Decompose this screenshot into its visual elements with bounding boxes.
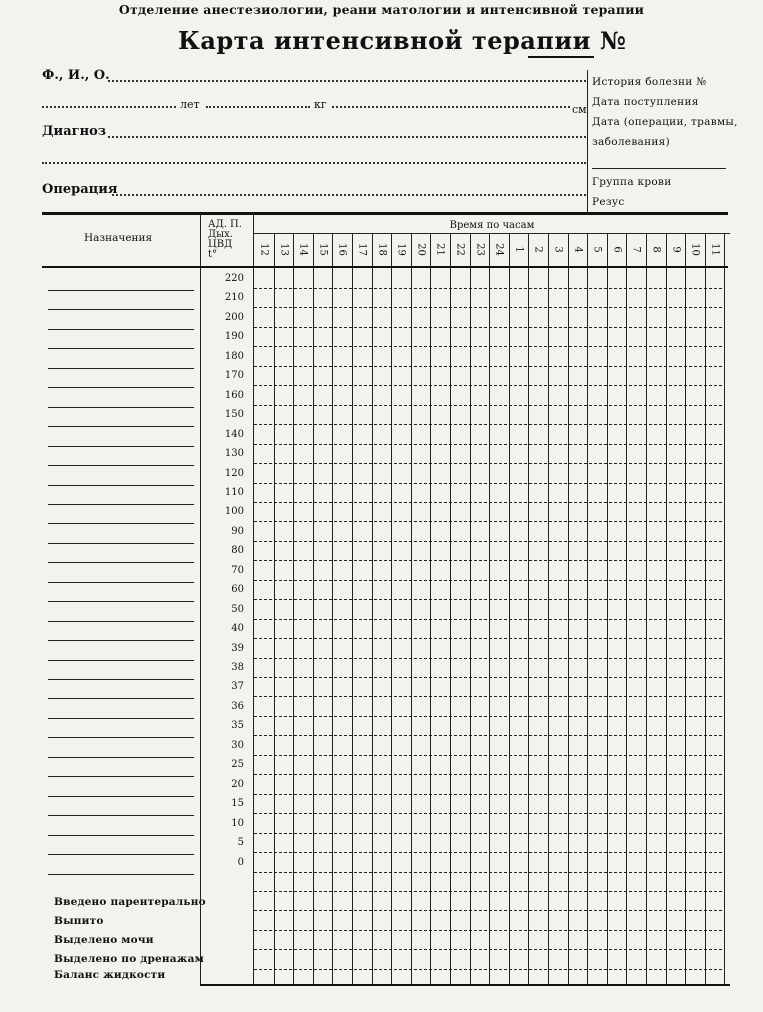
page-title: Карта интенсивной терапии № [178, 26, 627, 55]
hour-label: 13 [278, 243, 290, 256]
scale-value: 37 [231, 681, 244, 693]
grid-row-line[interactable] [254, 658, 722, 659]
scale-value: 15 [231, 798, 244, 810]
scale-value: 220 [224, 273, 244, 284]
prescription-line[interactable] [48, 815, 194, 816]
grid-row-line[interactable] [254, 794, 722, 795]
param-column-border [200, 214, 201, 984]
table-top-rule [42, 212, 728, 215]
table-header-rule [42, 266, 728, 268]
hour-label: 2 [532, 246, 544, 253]
hour-label: 12 [258, 243, 270, 256]
footer-urine: Выделено мочи [54, 934, 154, 946]
time-header: Время по часам [449, 220, 535, 231]
prescription-line[interactable] [48, 874, 194, 875]
hour-label: 3 [552, 246, 564, 253]
prescription-line[interactable] [48, 776, 194, 777]
grid-row-line[interactable] [254, 619, 722, 620]
prescription-line[interactable] [48, 582, 194, 583]
prescription-line[interactable] [48, 368, 194, 369]
scale-value: 36 [231, 700, 244, 712]
hour-label: 21 [434, 243, 446, 256]
hour-label: 15 [317, 243, 329, 256]
scale-value: 0 [237, 856, 244, 868]
hour-label: 5 [591, 246, 603, 253]
chart-number-line[interactable] [528, 56, 594, 58]
prescription-line[interactable] [48, 426, 194, 427]
hour-label: 24 [493, 243, 505, 256]
param-header-bp: АД. П. [208, 219, 242, 230]
hour-label: 11 [709, 243, 721, 256]
fio-label: Ф., И., О. [42, 68, 110, 83]
operation-label: Операция [42, 182, 118, 197]
hour-label: 22 [454, 243, 466, 256]
grid-row-line[interactable] [254, 385, 722, 386]
history-label: История болезни № [592, 76, 707, 88]
hour-column-line [724, 234, 725, 984]
grid-row-line[interactable] [254, 599, 722, 600]
weight-unit: кг [314, 98, 327, 111]
scale-value: 110 [224, 486, 244, 498]
prescription-line[interactable] [48, 329, 194, 330]
prescription-line[interactable] [48, 309, 194, 310]
scale-value: 39 [231, 642, 244, 654]
scale-value: 180 [224, 350, 244, 362]
blood-group-label: Группа крови [592, 176, 672, 188]
grid-row-line[interactable] [254, 813, 722, 814]
footer-drunk: Выпито [54, 915, 104, 927]
scale-value: 80 [231, 545, 244, 557]
grid-row-line[interactable] [254, 346, 722, 347]
grid-row-line[interactable] [254, 366, 722, 367]
hour-label: 19 [395, 243, 407, 256]
prescription-line[interactable] [48, 290, 194, 291]
scale-value: 100 [224, 506, 244, 518]
table-bottom-rule [200, 984, 730, 986]
grid-row-line[interactable] [254, 463, 722, 464]
scale-value: 40 [231, 623, 244, 635]
prescription-line[interactable] [48, 465, 194, 466]
diagnosis-field-2[interactable] [42, 162, 586, 164]
scale-value: 70 [231, 564, 244, 576]
department-header: Отделение анестезиологии, реани матологии и интенсивной терапии [118, 2, 645, 17]
event-date-label-2: заболевания) [592, 136, 671, 148]
grid-row-line[interactable] [254, 502, 722, 503]
scale-value: 90 [231, 525, 244, 537]
param-header-temp: t° [208, 249, 218, 260]
age-field[interactable] [42, 106, 176, 108]
prescription-line[interactable] [48, 485, 194, 486]
hour-label: 16 [336, 243, 348, 256]
fio-field[interactable] [108, 80, 586, 82]
prescription-line[interactable] [48, 562, 194, 563]
hour-label: 10 [689, 243, 701, 256]
grid-row-line[interactable] [254, 755, 722, 756]
prescription-line[interactable] [48, 640, 194, 641]
footer-drainage: Выделено по дренажам [54, 953, 204, 965]
prescription-line[interactable] [48, 757, 194, 758]
side-rule [592, 168, 726, 169]
grid-row-line[interactable] [254, 483, 722, 484]
scale-value: 190 [224, 331, 244, 343]
scale-value: 150 [224, 409, 244, 421]
event-date-label: Дата (операции, травмы, [592, 116, 738, 128]
operation-field[interactable] [112, 194, 586, 196]
grid-row-line[interactable] [254, 560, 722, 561]
scale-value: 210 [224, 292, 244, 304]
prescription-line[interactable] [48, 796, 194, 797]
prescription-line[interactable] [48, 523, 194, 524]
scale-value: 140 [224, 428, 244, 440]
grid-row-line[interactable] [254, 424, 722, 425]
grid-row-line[interactable] [254, 969, 722, 970]
prescription-line[interactable] [48, 446, 194, 447]
time-header-rule [254, 233, 730, 234]
diagnosis-label: Диагноз [42, 124, 107, 139]
scale-value: 200 [224, 311, 244, 323]
grid-row-line[interactable] [254, 833, 722, 834]
grid-row-line[interactable] [254, 891, 722, 892]
hour-label: 1 [513, 246, 525, 253]
grid-row-line[interactable] [254, 910, 722, 911]
side-divider [587, 70, 588, 212]
rhesus-label: Резус [592, 196, 625, 208]
scale-value: 170 [224, 370, 244, 382]
prescription-line[interactable] [48, 407, 194, 408]
scale-value: 5 [237, 837, 244, 849]
scale-value: 10 [231, 817, 244, 829]
grid-row-line[interactable] [254, 288, 722, 289]
height-field[interactable] [332, 106, 570, 108]
grid-row-line[interactable] [254, 852, 722, 853]
diagnosis-field[interactable] [108, 136, 586, 138]
prescription-line[interactable] [48, 660, 194, 661]
age-unit: лет [180, 98, 200, 111]
scale-value: 38 [231, 662, 244, 673]
weight-field[interactable] [206, 106, 310, 108]
prescription-line[interactable] [48, 543, 194, 544]
admission-label: Дата поступления [592, 96, 699, 108]
hour-label: 6 [611, 246, 623, 253]
param-header-cvp: ЦВД [208, 239, 233, 250]
prescription-line[interactable] [48, 718, 194, 719]
grid-row-line[interactable] [254, 930, 722, 931]
grid-row-line[interactable] [254, 696, 722, 697]
scale-value: 20 [231, 778, 244, 790]
grid-row-line[interactable] [254, 327, 722, 328]
prescription-line[interactable] [48, 854, 194, 855]
scale-value: 25 [231, 759, 244, 771]
grid-row-line[interactable] [254, 521, 722, 522]
hour-label: 4 [572, 246, 584, 253]
prescription-line[interactable] [48, 348, 194, 349]
grid-row-line[interactable] [254, 638, 722, 639]
prescription-line[interactable] [48, 698, 194, 699]
hour-label: 14 [297, 243, 309, 256]
scale-value: 130 [224, 448, 244, 460]
prescription-line[interactable] [48, 601, 194, 602]
grid-row-line[interactable] [254, 580, 722, 581]
prescription-line[interactable] [48, 387, 194, 388]
scale-value: 30 [231, 739, 244, 751]
hour-label: 23 [474, 243, 486, 256]
scale-value: 50 [231, 603, 244, 615]
height-unit: см [572, 103, 587, 116]
grid-row-line[interactable] [254, 541, 722, 542]
grid-row-line[interactable] [254, 307, 722, 308]
footer-parenteral: Введено парентерально [54, 896, 206, 908]
footer-balance: Баланс жидкости [54, 969, 166, 981]
grid-row-line[interactable] [254, 949, 722, 950]
prescription-line[interactable] [48, 621, 194, 622]
grid-row-line[interactable] [254, 405, 722, 406]
grid-row-line[interactable] [254, 677, 722, 678]
grid-row-line[interactable] [254, 444, 722, 445]
grid-row-line[interactable] [254, 774, 722, 775]
scale-value: 160 [224, 389, 244, 401]
hour-label: 17 [356, 243, 368, 256]
prescription-line[interactable] [48, 737, 194, 738]
hour-label: 9 [670, 246, 682, 253]
prescription-line[interactable] [48, 504, 194, 505]
grid-row-line[interactable] [254, 716, 722, 717]
param-header [208, 220, 242, 260]
prescription-line[interactable] [48, 679, 194, 680]
grid-row-line[interactable] [254, 735, 722, 736]
scale-value: 35 [231, 720, 244, 732]
hour-label: 18 [376, 243, 388, 256]
hour-label: 7 [630, 246, 642, 253]
scale-value: 120 [224, 467, 244, 479]
param-header-resp: Дых. [208, 229, 233, 240]
hour-label: 20 [415, 243, 427, 256]
grid-row-line[interactable] [254, 872, 722, 873]
prescriptions-header: Назначения [84, 232, 153, 244]
hour-label: 8 [650, 246, 662, 253]
prescription-line[interactable] [48, 835, 194, 836]
scale-value: 60 [231, 584, 244, 596]
